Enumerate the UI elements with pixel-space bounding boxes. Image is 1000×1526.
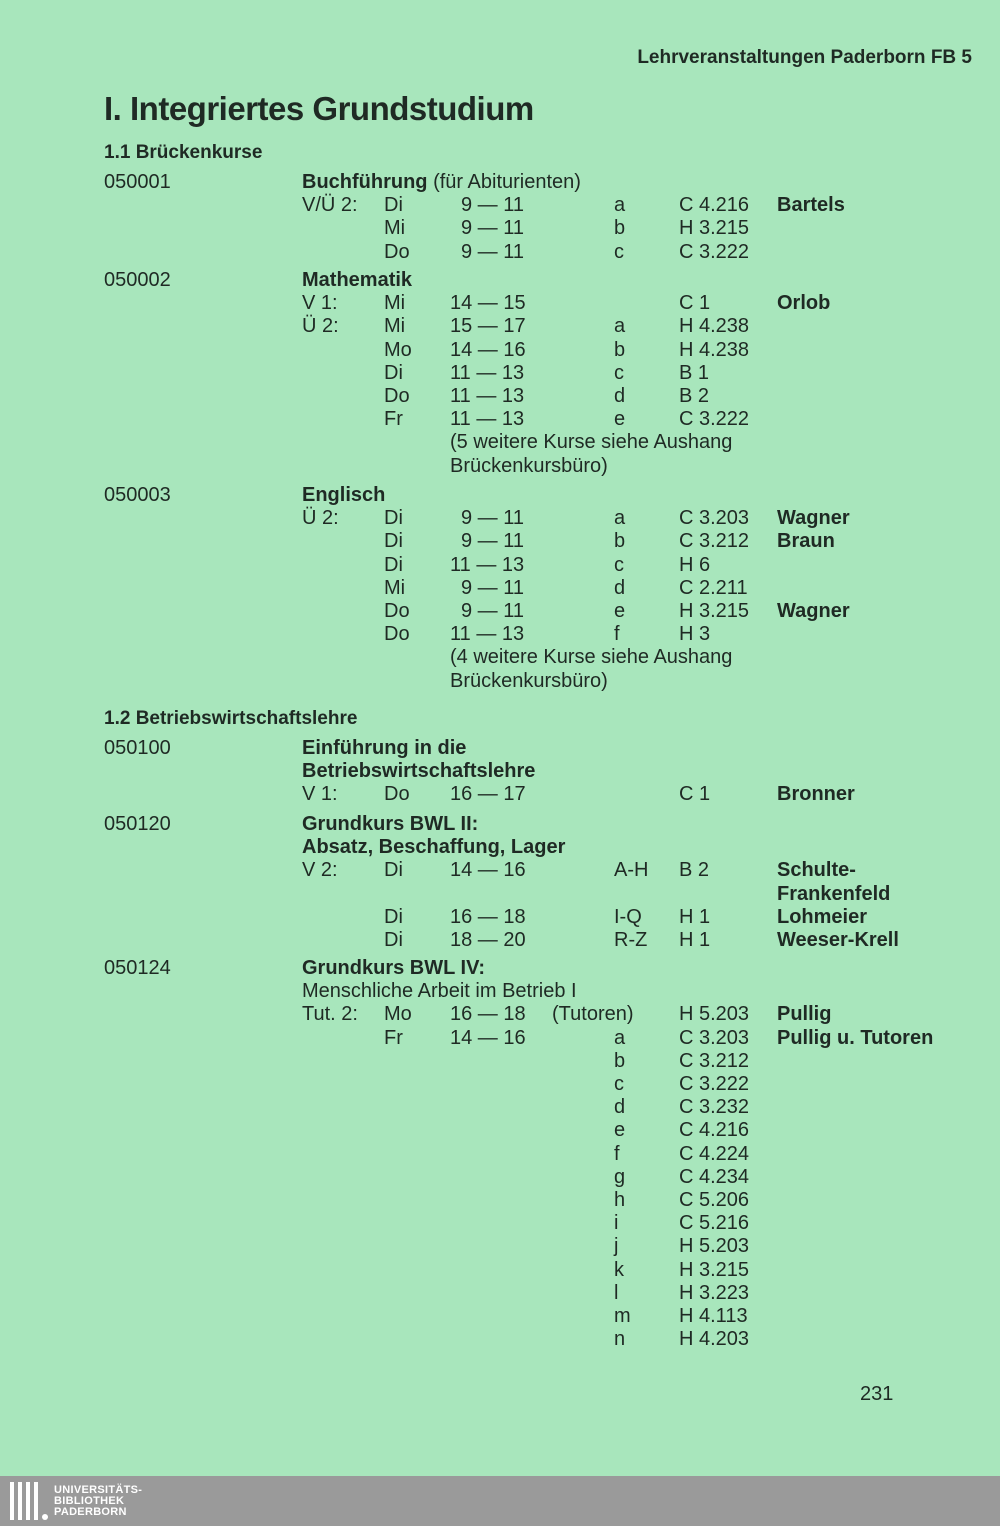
session-lecturer: Braun (777, 530, 835, 553)
session-type: V 1: (302, 292, 338, 315)
session-type: V/Ü 2: (302, 194, 358, 217)
session-time: 9 — 11 (461, 217, 524, 240)
session-lecturer: Weeser-Krell (777, 929, 899, 951)
session-room: B 2 (679, 385, 710, 407)
session-time: 16 — 18 (450, 1003, 526, 1026)
session-time: 14 — 16 (450, 338, 526, 361)
session-room: C 5.206 (679, 1189, 750, 1211)
session-room: H 3.215 (679, 600, 750, 622)
session-day: Di (384, 905, 403, 928)
session-group: b (614, 1049, 626, 1072)
session-room: C 3.222 (679, 240, 750, 263)
session-lecturer: Frankenfeld (777, 882, 891, 905)
course-title-rest: (für Abiturienten) (427, 171, 581, 193)
session-lecturer: Schulte- (777, 859, 856, 882)
session-room: B 2 (679, 859, 710, 882)
session-room: C 1 (679, 292, 711, 315)
session-group: c (614, 1073, 624, 1095)
session-time: 16 — 17 (450, 783, 526, 806)
session-day: Mi (384, 315, 406, 338)
session-type: V 1: (302, 783, 338, 806)
session-day: Di (384, 929, 403, 951)
session-lecturer: Orlob (777, 292, 831, 315)
session-room: C 3.222 (679, 1073, 750, 1095)
session-room: C 1 (679, 783, 711, 806)
session-day: Mo (384, 1003, 412, 1026)
session-group: f (614, 1142, 620, 1165)
session-time: 9 — 11 (461, 507, 524, 530)
session-group: e (614, 600, 626, 622)
session-group: (Tutoren) (552, 1003, 634, 1026)
session-type: Tut. 2: (302, 1003, 358, 1026)
course-note: Brückenkursbüro) (450, 669, 608, 692)
session-group: a (614, 315, 626, 338)
course-number: 050001 (104, 171, 171, 193)
course-number: 050120 (104, 813, 171, 835)
course-number: 050124 (104, 957, 171, 979)
course-title-bold: Buchführung (302, 171, 428, 193)
session-room: H 4.203 (679, 1328, 750, 1351)
session-room: C 5.216 (679, 1212, 750, 1235)
session-day: Fr (384, 408, 403, 431)
session-time: 11 — 13 (450, 408, 525, 431)
session-type: Ü 2: (302, 315, 339, 338)
session-day: Do (384, 623, 410, 646)
session-time: 16 — 18 (450, 905, 526, 928)
session-room: C 4.234 (679, 1165, 750, 1188)
session-time: 14 — 16 (450, 859, 526, 882)
course-title (302, 484, 385, 507)
session-time: 9 — 11 (461, 194, 524, 217)
page-number: 231 (860, 1383, 894, 1405)
session-group: a (614, 1026, 626, 1049)
course-title-bold: Englisch (302, 484, 386, 506)
session-lecturer: Wagner (777, 507, 850, 530)
session-group: e (614, 1119, 626, 1142)
course-note: (5 weitere Kurse siehe Aushang (450, 431, 733, 454)
course-note: Brückenkursbüro) (450, 454, 608, 477)
session-room: H 1 (679, 905, 711, 928)
session-day: Di (384, 361, 403, 384)
session-room: C 4.216 (679, 194, 750, 217)
session-room: C 3.212 (679, 1049, 750, 1072)
session-time: 9 — 11 (461, 576, 524, 599)
session-time: 15 — 17 (450, 315, 526, 338)
session-day: Do (384, 385, 410, 407)
session-room: H 4.113 (679, 1305, 748, 1327)
session-type: V 2: (302, 859, 338, 882)
session-time: 14 — 16 (450, 1026, 526, 1049)
session-room: H 4.238 (679, 315, 750, 338)
session-day: Mi (384, 292, 406, 315)
session-group: h (614, 1189, 626, 1211)
session-type: Ü 2: (302, 507, 339, 530)
session-room: H 3.215 (679, 217, 750, 240)
session-room: H 4.238 (679, 338, 750, 361)
section-heading: 1.1 Brückenkurse (104, 142, 263, 163)
session-group: a (614, 507, 626, 530)
session-time: 11 — 13 (450, 361, 525, 384)
section-heading: 1.2 Betriebswirtschaftslehre (104, 708, 358, 729)
footer-bar (0, 1476, 1000, 1526)
course-number: 050003 (104, 484, 171, 506)
session-lecturer: Bartels (777, 194, 845, 217)
session-group: d (614, 385, 626, 407)
session-group: c (614, 361, 624, 384)
session-lecturer: Pullig u. Tutoren (777, 1026, 934, 1049)
session-lecturer: Wagner (777, 600, 850, 622)
session-group: A-H (614, 859, 649, 882)
session-group: c (614, 240, 624, 263)
session-group: g (614, 1165, 626, 1188)
session-room: H 6 (679, 553, 711, 576)
session-day: Do (384, 240, 410, 263)
session-day: Di (384, 530, 403, 553)
session-room: H 1 (679, 929, 711, 951)
session-day: Mi (384, 217, 406, 240)
logo-bars-icon (10, 1482, 48, 1520)
session-room: C 3.203 (679, 1026, 750, 1049)
course-number: 050002 (104, 269, 171, 291)
session-time: 11 — 13 (450, 623, 525, 646)
session-group: R-Z (614, 929, 648, 951)
session-group: a (614, 194, 626, 217)
session-group: f (614, 623, 620, 646)
session-room: H 3 (679, 623, 711, 646)
session-day: Fr (384, 1026, 403, 1049)
session-group: I-Q (614, 905, 642, 928)
session-group: b (614, 530, 626, 553)
session-time: 9 — 11 (461, 600, 524, 622)
page-title: I. Integriertes Grundstudium (104, 90, 534, 127)
running-header: Lehrveranstaltungen Paderborn FB 5 (637, 47, 972, 68)
course-title: Grundkurs BWL IV: (302, 957, 485, 979)
session-day: Mi (384, 576, 406, 599)
session-day: Di (384, 553, 403, 576)
course-number: 050100 (104, 737, 171, 759)
course-title: Einführung in die (302, 737, 467, 759)
session-lecturer: Bronner (777, 783, 855, 806)
session-time: 9 — 11 (461, 530, 524, 553)
course-title (302, 269, 412, 292)
session-time: 18 — 20 (450, 929, 526, 951)
session-room: H 3.215 (679, 1258, 750, 1281)
course-title-bold: Mathematik (302, 269, 413, 291)
session-room: C 3.222 (679, 408, 750, 431)
course-title: Betriebswirtschaftslehre (302, 760, 536, 783)
session-group: n (614, 1328, 626, 1351)
session-room: H 3.223 (679, 1281, 750, 1304)
session-group: k (614, 1258, 624, 1281)
course-subtitle: Menschliche Arbeit im Betrieb I (302, 980, 577, 1003)
session-time: 11 — 13 (450, 385, 525, 407)
course-title (302, 171, 581, 194)
session-room: H 5.203 (679, 1003, 750, 1026)
session-group: j (614, 1235, 619, 1258)
session-group: c (614, 553, 624, 576)
session-room: C 3.212 (679, 530, 750, 553)
session-group: b (614, 338, 626, 361)
library-logo (10, 1482, 142, 1520)
session-time: 11 — 13 (450, 553, 525, 576)
logo-text: UNIVERSITÄTS- BIBLIOTHEK PADERBORN (54, 1483, 143, 1518)
session-group: d (614, 1096, 626, 1119)
course-title: Grundkurs BWL II: (302, 813, 479, 835)
session-day: Di (384, 859, 403, 882)
course-title: Absatz, Beschaffung, Lager (302, 836, 566, 859)
session-room: B 1 (679, 361, 710, 384)
session-group: m (614, 1305, 631, 1327)
session-day: Do (384, 600, 410, 622)
session-room: C 3.232 (679, 1096, 750, 1119)
session-lecturer: Pullig (777, 1003, 832, 1026)
session-time: 14 — 15 (450, 292, 526, 315)
course-note: (4 weitere Kurse siehe Aushang (450, 646, 733, 669)
session-group: l (614, 1281, 619, 1304)
session-time: 9 — 11 (461, 240, 524, 263)
session-room: C 2.211 (679, 576, 748, 599)
session-group: e (614, 408, 626, 431)
session-day: Di (384, 507, 403, 530)
session-group: i (614, 1212, 619, 1235)
session-lecturer: Lohmeier (777, 905, 868, 928)
session-room: C 4.216 (679, 1119, 750, 1142)
session-group: b (614, 217, 626, 240)
session-day: Mo (384, 338, 412, 361)
session-room: C 4.224 (679, 1142, 750, 1165)
session-group: d (614, 576, 626, 599)
session-day: Di (384, 194, 403, 217)
session-room: C 3.203 (679, 507, 750, 530)
session-room: H 5.203 (679, 1235, 750, 1258)
session-day: Do (384, 783, 410, 806)
